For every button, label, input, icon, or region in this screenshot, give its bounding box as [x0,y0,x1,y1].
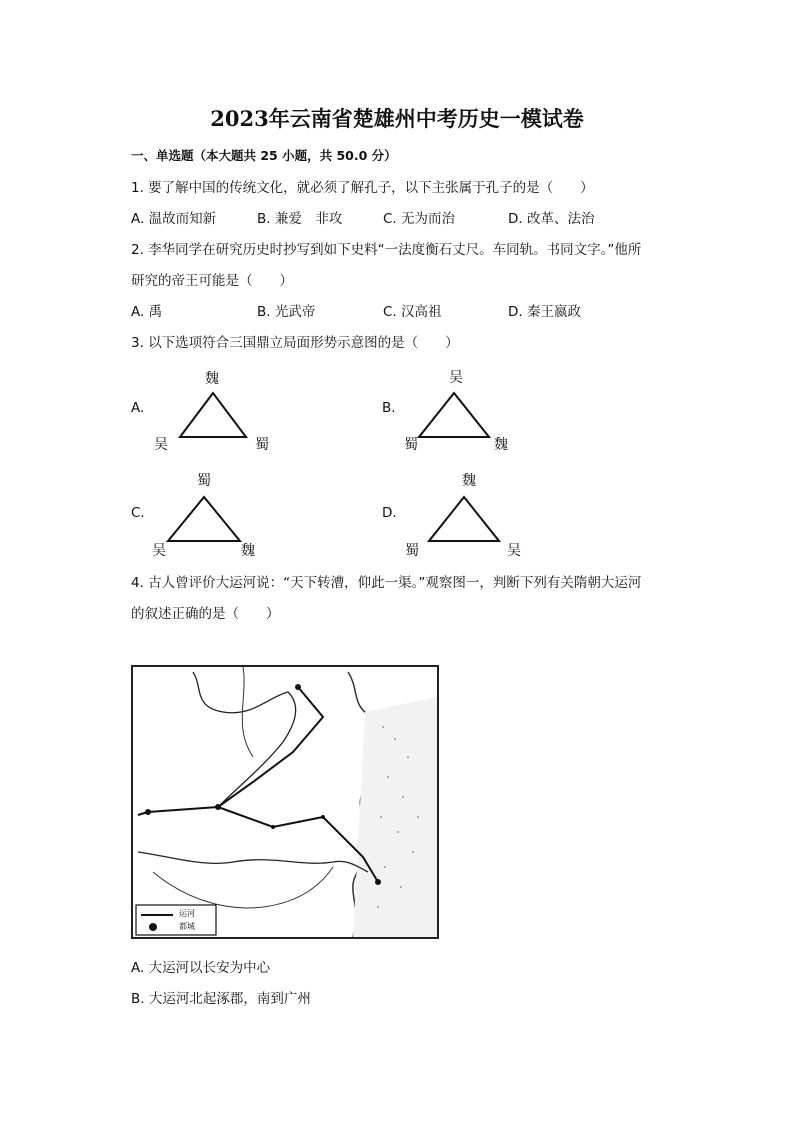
question-2-option-d: D. 秦王嬴政 [508,304,581,320]
question-2-stem-line2: 研究的帝王可能是（ ） [131,273,293,289]
question-2-option-b: B. 光武帝 [257,304,316,320]
triangle-diagram-a [178,390,248,440]
map-legend-canal-label: 运河 [179,909,195,918]
question-1-option-c: C. 无为而治 [383,211,456,227]
triangle-d-right-label: 吴 [507,543,521,559]
question-1-option-b: B. 兼爱 非攻 [257,211,343,227]
triangle-diagram-c [166,494,242,544]
triangle-c-right-label: 魏 [241,543,255,559]
triangle-b-top-label: 吴 [449,370,463,386]
map-drawing [133,667,437,937]
triangle-b-left-label: 蜀 [404,437,418,453]
question-3-option-d-letter: D. [382,505,397,521]
triangle-c-top-label: 蜀 [197,473,211,489]
question-4-stem-line1: 4. 古人曾评价大运河说：“天下转漕，仰此一渠。”观察图一，判断下列有关隋朝大运河 [131,575,642,591]
question-4-stem-line2: 的叙述正确的是（ ） [131,606,280,622]
question-1-option-a: A. 温故而知新 [131,211,217,227]
grand-canal-map [131,665,439,939]
question-1-option-d: D. 改革、法治 [508,211,595,227]
question-4-option-a: A. 大运河以长安为中心 [131,960,271,976]
question-3-option-a-letter: A. [131,400,145,416]
triangle-diagram-d [427,494,501,544]
triangle-d-top-label: 魏 [462,473,476,489]
question-2-option-c: C. 汉高祖 [383,304,442,320]
question-1-stem: 1. 要了解中国的传统文化，就必须了解孔子，以下主张属于孔子的是（ ） [131,180,594,196]
question-3-stem: 3. 以下选项符合三国鼎立局面形势示意图的是（ ） [131,335,459,351]
question-3-option-c-letter: C. [131,505,145,521]
triangle-diagram-b [417,390,491,440]
section-heading: 一、单选题（本大题共 25 小题，共 50.0 分） [131,148,397,163]
question-2-stem-line1: 2. 李华同学在研究历史时抄写到如下史料“一法度衡石丈尺。车同轨。书同文字。”他所 [131,242,642,258]
triangle-a-right-label: 蜀 [255,437,269,453]
triangle-a-left-label: 吴 [154,437,168,453]
triangle-b-right-label: 魏 [494,437,508,453]
page-title: 2023年云南省楚雄州中考历史一模试卷 [210,106,584,131]
question-3-option-b-letter: B. [382,400,396,416]
triangle-d-left-label: 蜀 [405,543,419,559]
question-2-option-a: A. 禹 [131,304,163,320]
map-legend-capital-label: 都城 [179,922,195,931]
question-4-option-b: B. 大运河北起涿郡，南到广州 [131,991,311,1007]
triangle-c-left-label: 吴 [152,543,166,559]
triangle-a-top-label: 魏 [205,371,219,387]
